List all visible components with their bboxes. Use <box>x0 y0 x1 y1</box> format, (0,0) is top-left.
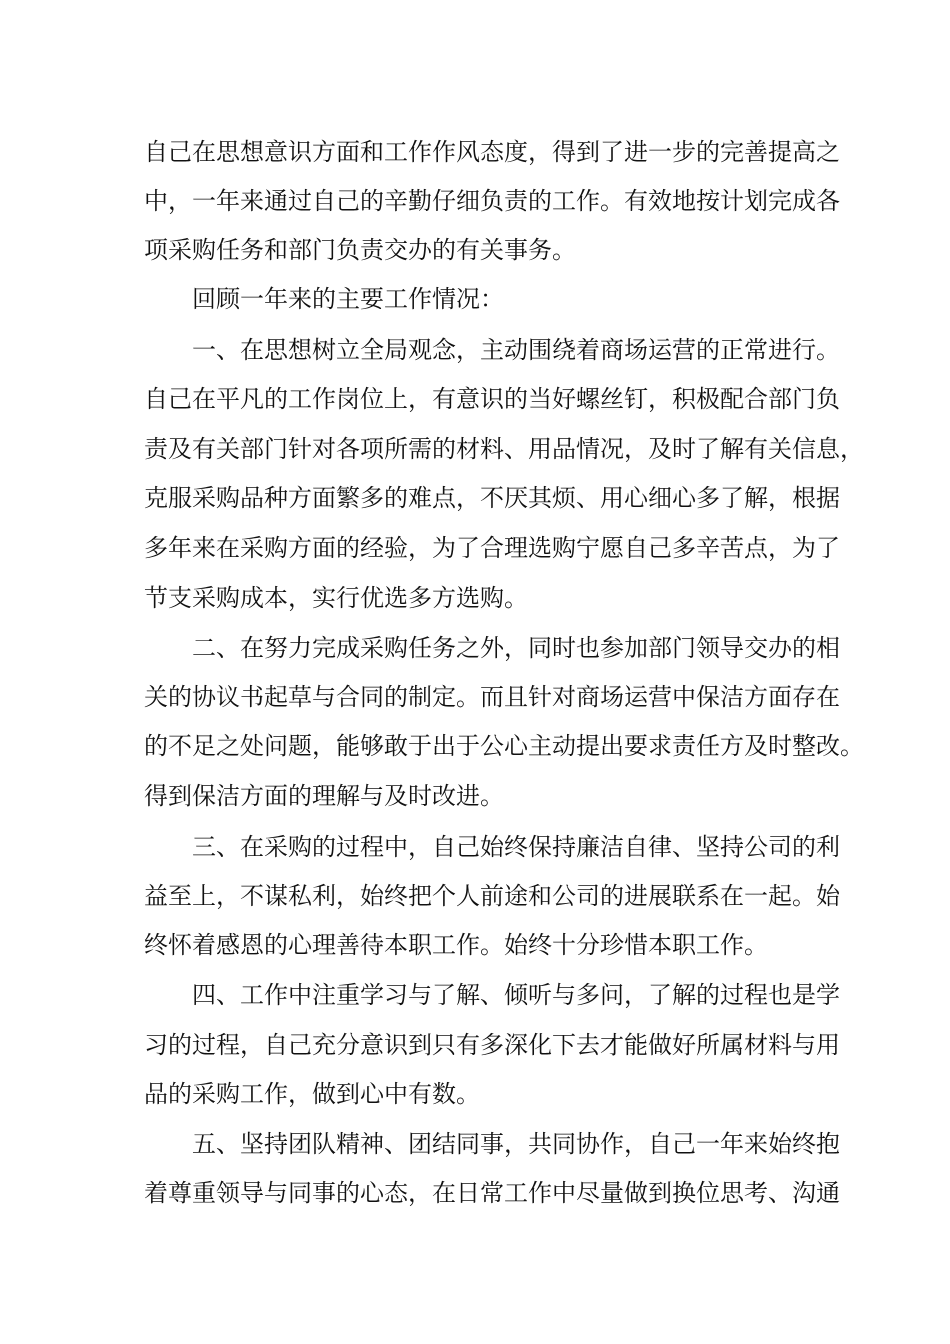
text-line: 多年来在采购方面的经验，为了合理选购宁愿自己多辛苦点，为了 <box>144 534 840 562</box>
text-line: 益至上，不谋私利，始终把个人前途和公司的进展联系在一起。始 <box>144 882 840 910</box>
text-line: 一、在思想树立全局观念，主动围绕着商场运营的正常进行。 <box>192 336 840 364</box>
text-line: 着尊重领导与同事的心态，在日常工作中尽量做到换位思考、沟通 <box>144 1179 840 1207</box>
text-line: 自己在平凡的工作岗位上，有意识的当好螺丝钉，积极配合部门负 <box>144 385 840 413</box>
text-line: 克服采购品种方面繁多的难点，不厌其烦、用心细心多了解，根据 <box>144 484 840 512</box>
text-line: 中，一年来通过自己的辛勤仔细负责的工作。有效地按计划完成各 <box>144 187 840 215</box>
text-line: 责及有关部门针对各项所需的材料、用品情况，及时了解有关信息， <box>144 435 864 463</box>
text-line: 终怀着感恩的心理善待本职工作。始终十分珍惜本职工作。 <box>144 931 768 959</box>
text-line: 三、在采购的过程中，自己始终保持廉洁自律、坚持公司的利 <box>192 833 840 861</box>
text-line: 关的协议书起草与合同的制定。而且针对商场运营中保洁方面存在 <box>144 683 840 711</box>
text-line: 五、坚持团队精神、团结同事，共同协作，自己一年来始终抱 <box>192 1130 840 1158</box>
text-line: 节支采购成本，实行优选多方选购。 <box>144 584 528 612</box>
text-line: 四、工作中注重学习与了解、倾听与多问，了解的过程也是学 <box>192 981 840 1009</box>
section-heading: 回顾一年来的主要工作情况： <box>192 285 504 313</box>
text-line: 习的过程，自己充分意识到只有多深化下去才能做好所属材料与用 <box>144 1031 840 1059</box>
text-line: 得到保洁方面的理解与及时改进。 <box>144 782 504 810</box>
text-line: 品的采购工作，做到心中有数。 <box>144 1080 480 1108</box>
text-line: 二、在努力完成采购任务之外，同时也参加部门领导交办的相 <box>192 634 840 662</box>
text-line: 的不足之处问题，能够敢于出于公心主动提出要求责任方及时整改。 <box>144 732 864 760</box>
text-line: 项采购任务和部门负责交办的有关事务。 <box>144 236 576 264</box>
text-line: 自己在思想意识方面和工作作风态度，得到了进一步的完善提高之 <box>144 138 840 166</box>
